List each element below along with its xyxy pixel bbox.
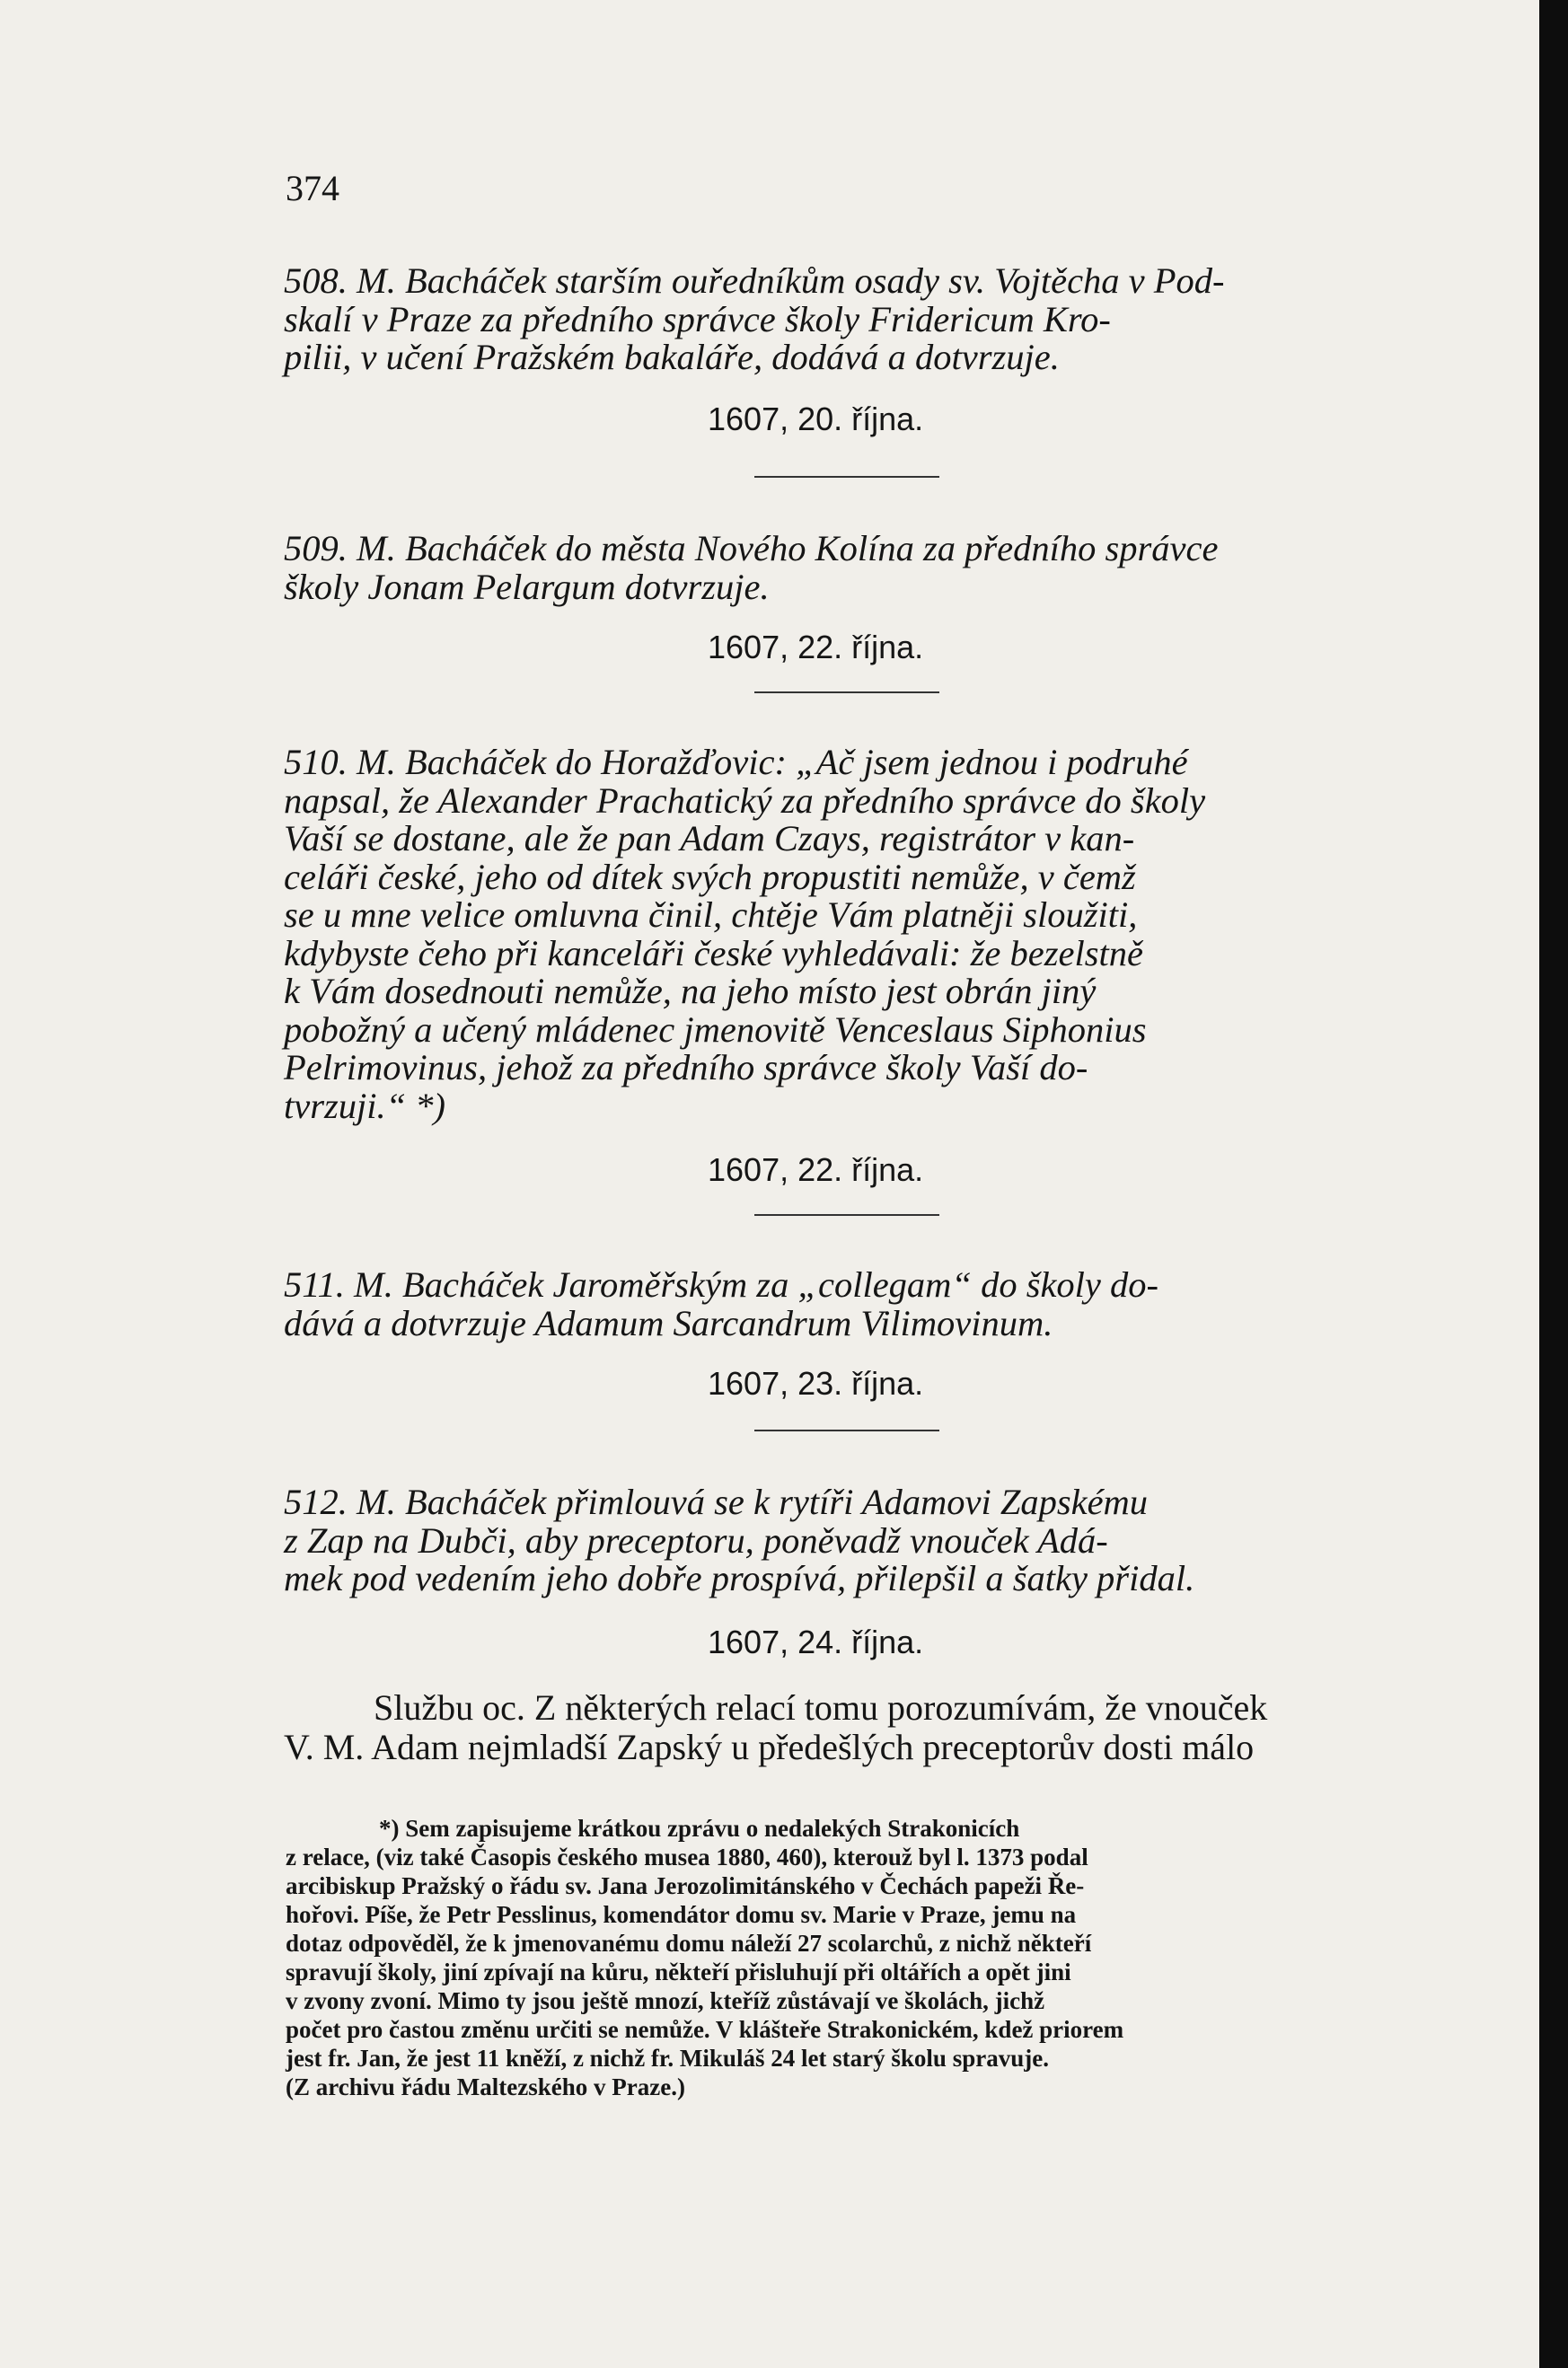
page-edge-shadow bbox=[1539, 0, 1568, 2368]
footnote-line: dotaz odpověděl, že k jmenovanému domu náleží 27 scolarchů, z nichž někteří bbox=[286, 1930, 1092, 1957]
separator-rule bbox=[754, 691, 939, 693]
footnote-line: *) Sem zapisujeme krátkou zprávu o nedalekých Strakonicích bbox=[379, 1815, 1020, 1842]
letter-line: Službu oc. Z některých relací tomu porozumívám, že vnouček bbox=[374, 1687, 1268, 1728]
separator-rule bbox=[754, 476, 939, 478]
entry-line: pobožný a učený mládenec jmenovitě Venceslaus Siphonius bbox=[284, 1008, 1147, 1050]
footnote-line: z relace, (viz také Časopis českého musea 1880, 460), kterouž byl l. 1373 podal bbox=[286, 1844, 1088, 1871]
entry-line: skalí v Praze za předního správce školy Fridericum Kro- bbox=[284, 298, 1111, 339]
entry-line: 509. M. Bacháček do města Nového Kolína za předního správce bbox=[284, 528, 1219, 568]
entry-508 bbox=[284, 262, 1412, 377]
entry-line: se u mne velice omluvna činil, chtěje Vám platněji sloužiti, bbox=[284, 894, 1138, 935]
entry-line: tvrzuji.“ *) bbox=[284, 1085, 446, 1126]
footnote-line: hořovi. Píše, že Petr Pesslinus, komendátor domu sv. Marie v Praze, jemu na bbox=[286, 1901, 1077, 1928]
entry-509 bbox=[284, 530, 1412, 606]
letter-text bbox=[284, 1688, 1412, 1767]
entry-511 bbox=[284, 1266, 1412, 1342]
footnote-line: arcibiskup Pražský o řádu sv. Jana Jerozolimitánského v Čechách papeži Ře- bbox=[286, 1872, 1085, 1899]
footnote-line: (Z archivu řádu Maltezského v Praze.) bbox=[286, 2073, 685, 2100]
entry-line: školy Jonam Pelargum dotvrzuje. bbox=[284, 566, 770, 607]
letter-line: V. M. Adam nejmladší Zapský u předešlých preceptorův dosti málo bbox=[284, 1727, 1255, 1767]
footnote-line: počet pro častou změnu určiti se nemůže. V klášteře Strakonickém, kdež priorem bbox=[286, 2016, 1124, 2043]
entry-line: z Zap na Dubči, aby preceptoru, poněvadž vnouček Adá- bbox=[284, 1519, 1108, 1561]
entry-number: 512. bbox=[284, 1482, 348, 1522]
footnote-line: spravují školy, jiní zpívají na kůru, někteří přisluhují při oltářích a opět jini bbox=[286, 1959, 1071, 1985]
entry-number: 511. bbox=[284, 1264, 345, 1305]
entry-line: pilii, v učení Pražském bakaláře, dodává a dotvrzuje. bbox=[284, 337, 1060, 377]
entry-number: 509. bbox=[284, 528, 348, 568]
entry-line: 508. M. Bacháček starším ouředníkům osady sv. Vojtěcha v Pod- bbox=[284, 260, 1225, 301]
book-page: 374 508. M. Bacháček starším ouředníkům osady sv. Vojtěcha v Pod- skalí v Praze za předního správce školy Fridericum Kro- pilii, v učení Pražském bakaláře, dodává a dotvrzuje. 1607, 20. října. 509. M. Bacháček do města Nového Kolína za předního správce školy Jonam Pelargum dotvrzuje. 1607, 22. října. 510. M. Bacháček do Horažďovic: „Ač jsem jednou i podruhé napsal, že Alexander Prachatický za předního správce do školy Vaší se dostane, ale že pan Adam Czays, registrátor v kan- celáři české, jeho od dítek svých propustiti nemůže, v čemž se u mne velice omluvna činil, chtěje Vám platněji sloužiti, kdybyste čeho při kanceláři české vyhledávali: že bezelstně k Vám dosednouti nemůže, na jeho místo jest obrán jiný pobožný a učený mládenec jmenovitě Venceslaus Siphonius Pelrimovinus, jehož za předního správce školy Vaší do- tvrzuji.“ *) 1607, 22. října. 511. M. Bacháček Jaroměřským za „collegam“ do školy do- dává a dotvrzuje Adamum Sarcandrum Vilimovinum. 1607, 23. října. 512. M. Bacháček přimlouvá se k rytíři Adamovi Zapskému z Zap na Dubči, aby preceptoru, poněvadž vnouček Adá- mek pod vedením jeho dobře prospívá, přilepšil a šatky přidal. 1607, 24. října. Službu oc. Z některých relací tomu porozumívám, že vnouček V. M. Adam nejmladší Zapský u předešlých preceptorův dosti málo *) Sem zapisujeme krátkou zprávu o nedalekých Strakonicích z relace, (viz také Časopis českého musea 1880, 460), kterouž byl l. 1373 podal arcibiskup Pražský o řádu sv. Jana Jerozolimitánského v Čechách papeži Ře- hořovi. Píše, že Petr Pesslinus, komendátor domu sv. Marie v Praze, jemu na dotaz odpověděl, že k jmenovanému domu náleží 27 scolarchů, z nichž někteří spravují školy, jiní zpívají na kůru, někteří přisluhují při oltářích a opět jini v zvony zvoní. Mimo ty jsou ještě mnozí, kteříž zůstávají ve školách, jichž počet pro častou změnu určiti se nemůže. V klášteře Strakonickém, kdež priorem jest fr. Jan, že jest 11 kněží, z nichž fr. Mikuláš 24 let starý školu spravuje. (Z archivu řádu Maltezského v Praze.) bbox=[0, 0, 1539, 2368]
entry-line: celáři české, jeho od dítek svých propustiti nemůže, v čemž bbox=[284, 856, 1136, 897]
entry-510 bbox=[284, 744, 1412, 1125]
entry-line: Vaší se dostane, ale že pan Adam Czays, registrátor v kan- bbox=[284, 818, 1135, 858]
entry-512 bbox=[284, 1483, 1412, 1598]
separator-rule bbox=[754, 1430, 939, 1431]
entry-line: kdybyste čeho při kanceláři české vyhledávali: že bezelstně bbox=[284, 932, 1143, 973]
entry-line: dává a dotvrzuje Adamum Sarcandrum Vilimovinum. bbox=[284, 1302, 1053, 1343]
page-number: 374 bbox=[286, 168, 339, 208]
footnote-line: jest fr. Jan, že jest 11 kněží, z nichž fr. Mikuláš 24 let starý školu spravuje. bbox=[286, 2045, 1049, 2072]
entry-line: napsal, že Alexander Prachatický za předního správce do školy bbox=[284, 779, 1206, 821]
entry-line: 510. M. Bacháček do Horažďovic: „Ač jsem jednou i podruhé bbox=[284, 742, 1188, 782]
entry-line: k Vám dosednouti nemůže, na jeho místo jest obrán jiný bbox=[284, 971, 1097, 1011]
entry-line: 511. M. Bacháček Jaroměřským za „collegam“ do školy do- bbox=[284, 1264, 1159, 1305]
footnote bbox=[286, 1814, 1415, 2101]
entry-line: Pelrimovinus, jehož za předního správce školy Vaší do- bbox=[284, 1047, 1088, 1087]
entry-number: 508. bbox=[284, 260, 348, 301]
entry-number: 510. bbox=[284, 742, 348, 782]
entry-line: mek pod vedením jeho dobře prospívá, přilepšil a šatky přidal. bbox=[284, 1558, 1195, 1598]
separator-rule bbox=[754, 1214, 939, 1216]
footnote-line: v zvony zvoní. Mimo ty jsou ještě mnozí, kteříž zůstávají ve školách, jichž bbox=[286, 1987, 1045, 2014]
entry-line: 512. M. Bacháček přimlouvá se k rytíři Adamovi Zapskému bbox=[284, 1482, 1149, 1522]
